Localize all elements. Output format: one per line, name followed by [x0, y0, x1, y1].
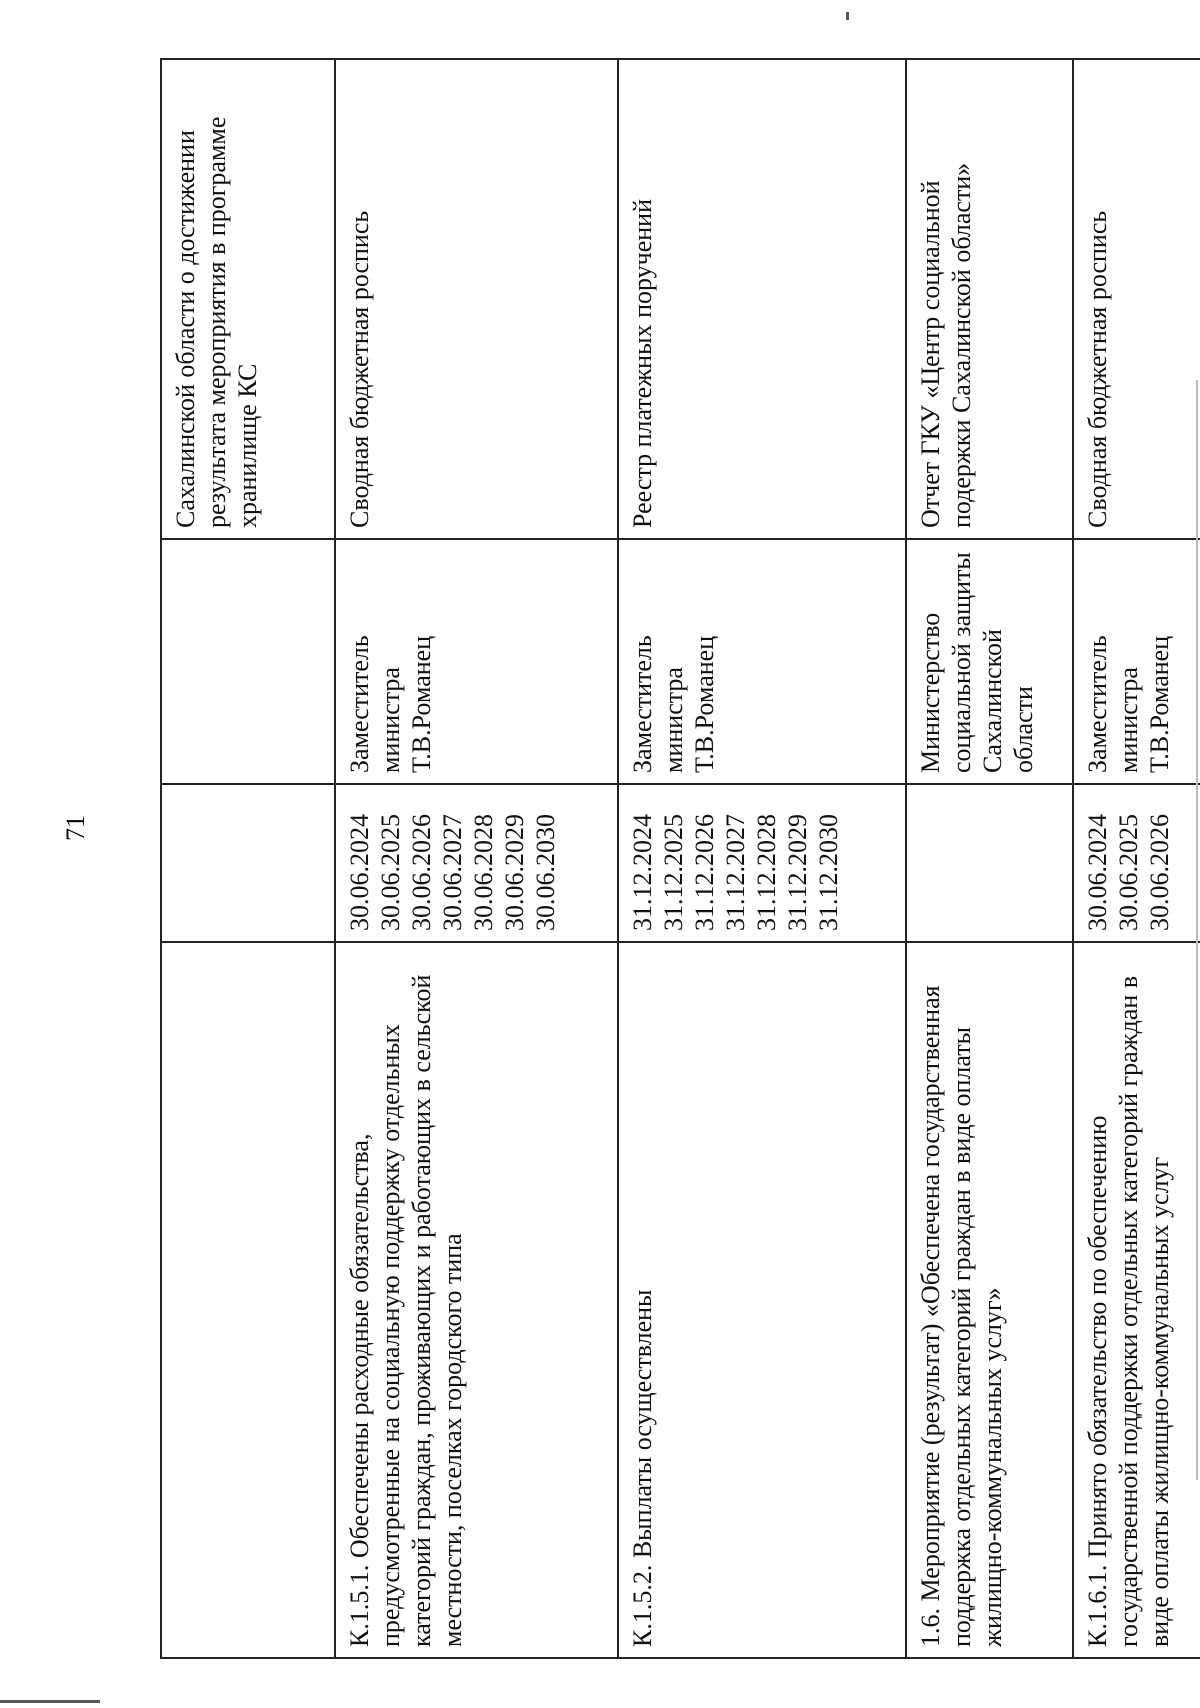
result-cell: 1.6. Мероприятие (результат) «Обеспечена государственная поддержка отдельных категорий граждан в виде оплаты жилищно-коммунальных услуг» — [906, 942, 1073, 1658]
result-cell: К.1.6.1. Принято обязательство по обеспечению государственной поддержки отдельных категорий граждан в виде оплаты жилищно-коммунальных услуг — [1073, 942, 1200, 1658]
date-value: 31.12.2030 — [813, 814, 843, 931]
date-value: 31.12.2025 — [658, 814, 688, 931]
date-value: 30.06.2028 — [469, 814, 499, 931]
rotated-table-wrapper — [160, 60, 1200, 1659]
result-cell: К.1.5.2. Выплаты осуществлены — [618, 942, 906, 1658]
page-number: 71 — [61, 815, 90, 841]
responsible-cell: Заместитель министра Т.В.Романец — [618, 539, 906, 784]
result-cell — [161, 942, 335, 1658]
table-row — [618, 59, 906, 1658]
scan-edge-line — [1196, 380, 1198, 1480]
table-row — [161, 59, 335, 1658]
responsible-cell: Заместитель министра Т.В.Романец — [335, 539, 617, 784]
document-cell: Сахалинской области о достижении результата мероприятия в программе хранилище КС — [161, 59, 335, 539]
date-value: 30.06.2029 — [500, 814, 530, 931]
document-cell: Сводная бюджетная роспись — [335, 59, 617, 539]
date-value: 30.06.2025 — [1113, 814, 1143, 931]
dates-cell — [1073, 784, 1200, 942]
date-value: 30.06.2025 — [376, 814, 406, 931]
scan-speck — [0, 1700, 100, 1703]
date-value: 31.12.2026 — [689, 814, 719, 931]
result-cell: К.1.5.1. Обеспечены расходные обязательства, предусмотренные на социальную поддержку отдельных категорий граждан, проживающих и работающих в сельской местности, поселках городского типа — [335, 942, 617, 1658]
responsible-cell — [161, 539, 335, 784]
document-cell: Отчет ГКУ «Центр социальной подержки Сахалинской области» — [906, 59, 1073, 539]
date-value: 31.12.2029 — [782, 814, 812, 931]
table-row — [1073, 59, 1200, 1658]
date-value: 30.06.2026 — [407, 814, 437, 931]
responsible-cell: Заместитель министра Т.В.Романец — [1073, 539, 1200, 784]
responsible-cell: Министерство социальной защиты Сахалинской области — [906, 539, 1073, 784]
date-value: 31.12.2024 — [627, 814, 657, 931]
dates-cell — [618, 784, 906, 942]
document-cell: Сводная бюджетная роспись — [1073, 59, 1200, 539]
dates-cell — [906, 784, 1073, 942]
table-row — [335, 59, 617, 1658]
document-table — [160, 58, 1200, 1659]
scan-speck — [846, 12, 849, 20]
date-value: 30.06.2024 — [345, 814, 375, 931]
table-row — [906, 59, 1073, 1658]
dates-cell — [161, 784, 335, 942]
date-value: 30.06.2026 — [1144, 814, 1174, 931]
date-value: 30.06.2027 — [438, 814, 468, 931]
document-cell: Реестр платежных поручений — [618, 59, 906, 539]
date-value: 30.06.2024 — [1082, 814, 1112, 931]
dates-cell — [335, 784, 617, 942]
date-value: 31.12.2028 — [751, 814, 781, 931]
date-value: 30.06.2030 — [531, 814, 561, 931]
date-value: 31.12.2027 — [720, 814, 750, 931]
